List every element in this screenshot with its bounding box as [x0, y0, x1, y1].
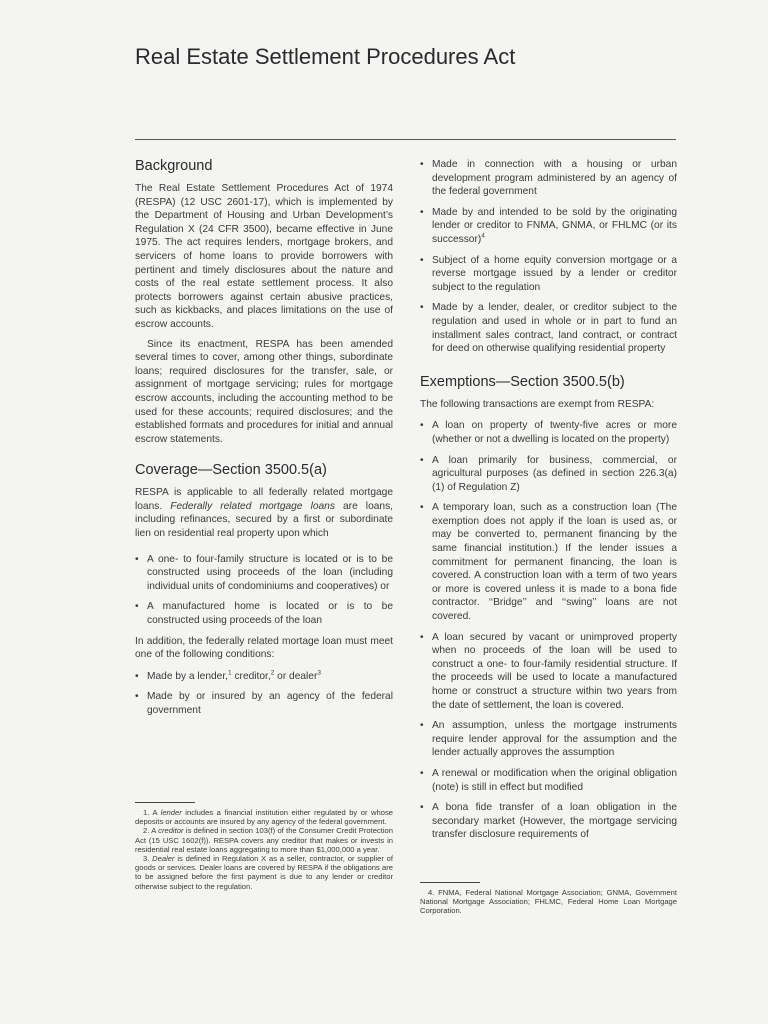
footnote-divider	[135, 802, 195, 803]
bullet-icon: •	[135, 670, 139, 682]
list-item-text: Made by a lender,	[147, 670, 228, 682]
bullet-icon: •	[420, 206, 424, 218]
list-item	[420, 254, 677, 295]
bullet-icon: •	[420, 159, 424, 170]
footnote-text: 1. A	[143, 808, 161, 817]
left-column	[135, 158, 393, 725]
list-item-text: A loan on property of twenty-five acres or more (whether or not a dwelling is located on the property)	[432, 420, 677, 445]
list-item	[420, 419, 677, 446]
bullet-icon: •	[420, 631, 424, 643]
bullet-icon: •	[135, 691, 139, 703]
list-item-text: or dealer	[274, 670, 318, 682]
footnote-term: Dealer	[152, 854, 175, 864]
list-item	[135, 690, 393, 717]
page-title: Real Estate Settlement Procedures Act	[135, 44, 516, 69]
list-item	[420, 801, 677, 842]
list-item	[420, 301, 677, 355]
coverage-intro-term: Federally related mortgage loans	[170, 500, 335, 512]
list-item	[135, 670, 393, 684]
bullet-icon: •	[135, 553, 139, 565]
footnotes-left	[135, 802, 393, 891]
title-divider	[135, 139, 676, 140]
list-item-text: Subject of a home equity conversion mortgage or a reverse mortgage issued by a lender or creditor subject to the regulation	[432, 254, 677, 293]
footnote-term: lender	[160, 808, 182, 817]
list-item-text: A loan primarily for business, commercial, or agricultural purposes (as defined in section 226.3(a)(1) of Regulation Z)	[432, 454, 677, 493]
footnote-text: 2. A	[143, 826, 159, 836]
bullet-icon: •	[420, 254, 424, 266]
footnotes-right	[420, 882, 677, 916]
bullet-icon: •	[420, 720, 424, 732]
bullet-icon: •	[420, 802, 424, 814]
bullet-icon: •	[420, 502, 424, 514]
footnote-3	[135, 854, 393, 891]
list-item-text: Made by a lender, dealer, or creditor subject to the regulation and used in whole or in part to fund an installment sales contract, land contract, or contract for deed on otherwise qualifying residential property	[432, 302, 677, 355]
footnote-text: is defined in section 103(f) of the Consumer Credit Protection Act (15 USC 1602(f)). RESPA covers any creditor that makes or invests in residential real estate loans aggregating to more than $1,000,000 a year.	[135, 826, 394, 854]
exemptions-list	[420, 419, 677, 842]
footnote-ref-3: 3	[317, 669, 321, 677]
footnote-2	[135, 826, 393, 854]
footnote-1	[135, 808, 393, 826]
coverage-intro-text: RESPA is applicable to all federally related mortgage loans.	[135, 487, 393, 512]
footnote-text: is defined in Regulation X as a seller, contractor, or supplier of goods or services. Dealer loans are covered by RESPA if the obligations are to be assigned before the first payment is due to any lender or creditor otherwise subject to the regulation.	[135, 854, 393, 891]
background-heading: Background	[135, 158, 213, 174]
list-item-text: Made in connection with a housing or urban development program administered by an agency of the federal government	[432, 159, 677, 198]
list-item-text: A bona fide transfer of a loan obligation in the secondary market (However, the mortgage servicing transfer disclosure requirements of	[432, 802, 677, 841]
list-item	[420, 719, 677, 760]
exemptions-intro: The following transactions are exempt from RESPA:	[420, 398, 655, 410]
footnote-text: 3.	[143, 854, 153, 864]
footnote-divider	[420, 882, 480, 883]
coverage-intro	[135, 486, 393, 540]
list-item	[135, 553, 393, 594]
coverage-conditions-list	[135, 670, 393, 718]
list-item	[420, 501, 677, 623]
bullet-icon: •	[420, 767, 424, 779]
list-item	[420, 767, 677, 794]
coverage-intro-text-2: are loans, including refinances, secured by a first or subordinate lien on residential real property upon which	[135, 500, 393, 540]
list-item-text: A one- to four-family structure is located or is to be constructed using proceeds of the loan (including individual units of condominiums and cooperatives) or	[147, 553, 393, 592]
list-item-text: An assumption, unless the mortgage instruments require lender approval for the assumption and the lender actually approves the assumption	[432, 720, 677, 759]
coverage-addition: In addition, the federally related mortage loan must meet one of the following conditions:	[135, 635, 393, 661]
list-item-text: A loan secured by vacant or unimproved property when no proceeds of the loan will be used to construct a one- to four-family residential structure. If the proceeds will be used to locate a manufactured home or construct a structure within two years from the date of settlement, the loan is covered.	[432, 631, 677, 711]
list-item	[420, 454, 677, 495]
bullet-icon: •	[135, 601, 139, 613]
footnote-ref-2: 2	[270, 669, 275, 677]
list-item-text: A manufactured home is located or is to be constructed using proceeds of the loan	[147, 601, 393, 627]
coverage-conditions-continued	[420, 158, 677, 356]
background-paragraph-1: The Real Estate Settlement Procedures Act of 1974 (RESPA) (12 USC 2601-17), which is implemented by the Department of Housing and Urban Development’s Regulation X (24 CFR 3500), became effective in June 1975. The act requires lenders, mortgage brokers, and servicers of home loans to provide borrowers with pertinent and timely disclosures about the nature and costs of the real estate settlement process. It also protects borrowers against certain abusive practices, such as kickbacks, and places limitations on the use of escrow accounts.	[135, 183, 393, 330]
footnote-term: creditor	[158, 826, 184, 836]
list-item-text: creditor,	[231, 670, 271, 682]
background-paragraph-2: Since its enactment, RESPA has been amended several times to cover, among other things, subordinate loans; required disclosures for the transfer, sale, or assignment of mortgage servicing; rules for mortgage escrow accounts, including the accounting method to be used for these accounts; required disclosures; and the established formats and procedures for initial and annual escrow statements.	[135, 338, 393, 445]
bullet-icon: •	[420, 302, 424, 314]
footnote-ref-4: 4	[481, 232, 485, 240]
list-item-text: Made by and intended to be sold by the originating lender or creditor to FNMA, GNMA, or FHLMC (or its successor)	[432, 206, 677, 245]
footnote-ref-1: 1	[228, 669, 232, 677]
list-item	[420, 206, 677, 247]
list-item-text: A temporary loan, such as a construction loan (The exemption does not apply if the loan is used as, or may be converted to, permanent financing by the same financial institution.) If the lender issues a commitment for permanent financing, the loan is covered. A construction loan with a term of two years or more is covered unless it is made to a bona fide contractor. ‘‘Bridge’’ and ‘‘swing’’ loans are not covered.	[432, 502, 677, 623]
coverage-heading: Coverage—Section 3500.5(a)	[135, 462, 327, 479]
bullet-icon: •	[420, 420, 424, 432]
bullet-icon: •	[420, 454, 424, 466]
list-item-text: A renewal or modification when the original obligation (note) is still in effect but modified	[432, 767, 677, 793]
exemptions-heading: Exemptions—Section 3500.5(b)	[420, 373, 625, 390]
right-column	[420, 158, 677, 849]
list-item	[420, 158, 677, 199]
footnote-text: includes a financial institution either regulated by or whose deposits or accounts are insured by any agency of the federal government.	[135, 808, 393, 827]
footnote-4: 4. FNMA, Federal National Mortgage Association; GNMA, Government National Mortgage Association; FHLMC, Federal Home Loan Mortgage Corporation.	[420, 888, 677, 916]
list-item	[135, 600, 393, 627]
coverage-structure-list	[135, 553, 393, 628]
list-item	[420, 631, 677, 713]
list-item-text: Made by or insured by an agency of the federal government	[147, 691, 393, 716]
